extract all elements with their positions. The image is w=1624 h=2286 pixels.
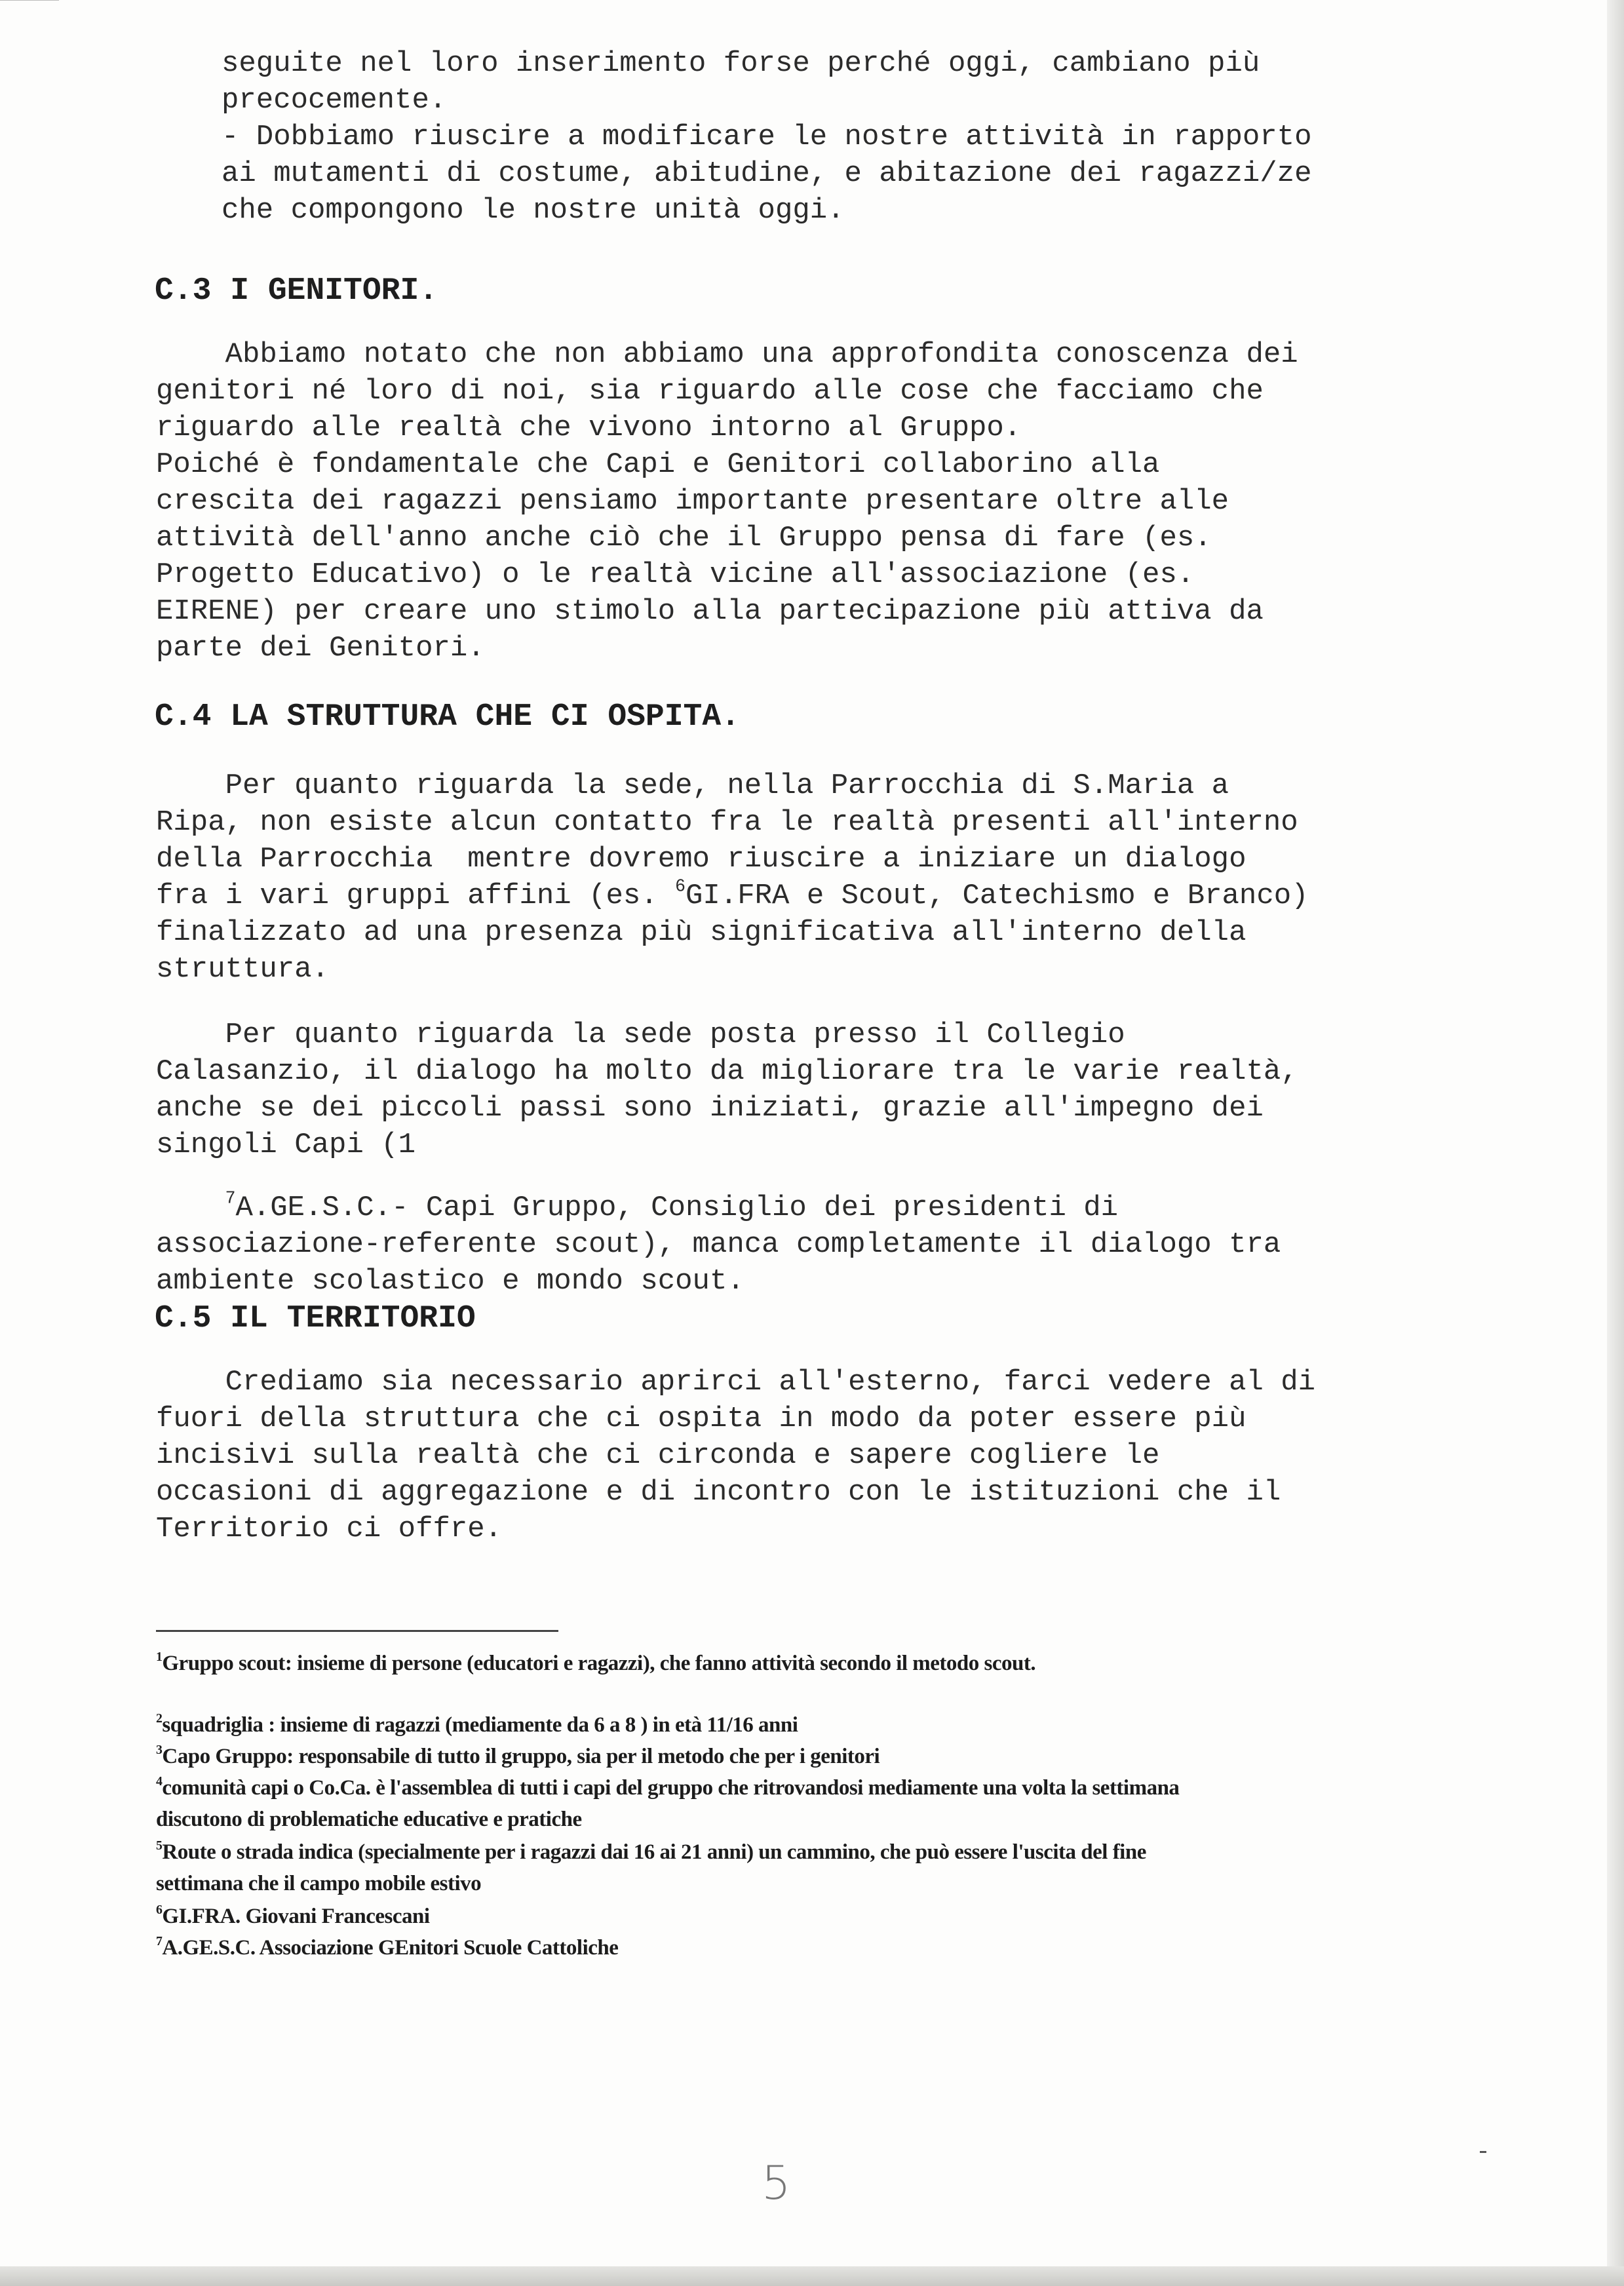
footnote-ref-7: 7 [225, 1188, 236, 1209]
c4-p1-line-5: finalizzato ad una presenza più significativa all'interno della [156, 916, 1247, 949]
footnote-2 [156, 1712, 798, 1738]
intro-line-4: ai mutamenti di costume, abitudine, e abitazione dei ragazzi/ze [222, 157, 1312, 190]
intro-line-2: precocemente. [222, 84, 447, 117]
c4-p2-line-4: singoli Capi (1 [156, 1129, 416, 1161]
scan-speck [1480, 2151, 1486, 2153]
footnote-1-number: 1 [156, 1650, 163, 1665]
footnote-3-number: 3 [156, 1743, 163, 1758]
c3-line-3: riguardo alle realtà che vivono intorno al Gruppo. [156, 412, 1022, 444]
page-number: 5 [762, 2156, 791, 2210]
c5-line-1: Crediamo sia necessario aprirci all'esterno, farci vedere al di [156, 1366, 1316, 1399]
c4-p1-line-3: della Parrocchia mentre dovremo riuscire a iniziare un dialogo [156, 843, 1247, 876]
c3-line-8: EIRENE) per creare uno stimolo alla partecipazione più attiva da [156, 595, 1264, 628]
footnote-1-text: Gruppo scout: insieme di persone (educatori e ragazzi), che fanno attività secondo il metodo scout. [162, 1652, 1036, 1675]
footnote-4-number: 4 [156, 1774, 163, 1789]
footnote-5 [156, 1839, 1146, 1865]
c4-p3-indent [156, 1191, 225, 1224]
c4-p1-line-6: struttura. [156, 953, 330, 986]
section-heading-c3: C.3 I GENITORI. [155, 273, 438, 309]
c3-line-6: attività dell'anno anche ciò che il Gruppo pensa di fare (es. [156, 522, 1212, 554]
footnote-7 [156, 1935, 618, 1961]
section-heading-c4: C.4 LA STRUTTURA CHE CI OSPITA. [155, 699, 740, 735]
c4-p1-line-4a: fra i vari gruppi affini (es. [156, 880, 676, 912]
c3-line-4: Poiché è fondamentale che Capi e Genitori collaborino alla [156, 448, 1160, 481]
footnote-7-number: 7 [156, 1934, 163, 1949]
footnote-3 [156, 1743, 880, 1770]
intro-line-1: seguite nel loro inserimento forse perché oggi, cambiano più [222, 47, 1260, 80]
c3-line-7: Progetto Educativo) o le realtà vicine all'associazione (es. [156, 558, 1195, 591]
intro-line-5: che compongono le nostre unità oggi. [222, 194, 845, 227]
footnote-2-number: 2 [156, 1711, 163, 1726]
c3-line-1: Abbiamo notato che non abbiamo una approfondita conoscenza dei [156, 338, 1298, 371]
c5-line-5: Territorio ci offre. [156, 1513, 503, 1545]
c4-p3-line-2: associazione-referente scout), manca completamente il dialogo tra [156, 1228, 1281, 1261]
c4-p1-line-2: Ripa, non esiste alcun contatto fra le realtà presenti all'interno [156, 806, 1298, 839]
page-corner-fold [0, 0, 59, 13]
c5-line-3: incisivi sulla realtà che ci circonda e sapere cogliere le [156, 1439, 1160, 1472]
footnote-5-number: 5 [156, 1838, 163, 1853]
page-edge-bottom [0, 2266, 1624, 2286]
c4-p1-line-1: Per quanto riguarda la sede, nella Parrocchia di S.Maria a [156, 769, 1229, 802]
footnote-4-continuation: discutono di problematiche educative e pratiche [156, 1808, 582, 1831]
footnote-6-text: GI.FRA. Giovani Francescani [162, 1905, 430, 1928]
c3-line-5: crescita dei ragazzi pensiamo importante presentare oltre alle [156, 485, 1229, 518]
footnote-5-continuation: settimana che il campo mobile estivo [156, 1872, 482, 1895]
intro-line-3: - Dobbiamo riuscire a modificare le nostre attività in rapporto [222, 121, 1312, 153]
footnote-6 [156, 1903, 430, 1929]
footnote-3-text: Capo Gruppo: responsabile di tutto il gruppo, sia per il metodo che per i genitori [162, 1745, 880, 1768]
c4-p2-line-2: Calasanzio, il dialogo ha molto da migliorare tra le varie realtà, [156, 1055, 1298, 1088]
section-heading-c5: C.5 IL TERRITORIO [155, 1301, 476, 1336]
c4-p3-line-1 [156, 1190, 1118, 1226]
page-edge-right [1607, 0, 1624, 2286]
c5-line-4: occasioni di aggregazione e di incontro con le istituzioni che il [156, 1476, 1281, 1509]
footnote-4 [156, 1775, 1179, 1801]
footnote-4-text: comunità capi o Co.Ca. è l'assemblea di tutti i capi del gruppo che ritrovandosi mediamente una volta la settimana [162, 1776, 1180, 1800]
c4-p2-line-3: anche se dei piccoli passi sono iniziati, grazie all'impegno dei [156, 1092, 1264, 1125]
footnote-2-text: squadriglia : insieme di ragazzi (mediamente da 6 a 8 ) in età 11/16 anni [162, 1713, 798, 1737]
footnote-separator [156, 1630, 558, 1632]
c3-line-9: parte dei Genitori. [156, 632, 485, 665]
footnote-ref-6: 6 [675, 876, 686, 897]
c4-p2-line-1: Per quanto riguarda la sede posta presso il Collegio [156, 1018, 1125, 1051]
footnote-6-number: 6 [156, 1903, 163, 1918]
c4-p1-line-4b: GI.FRA e Scout, Catechismo e Branco) [685, 880, 1309, 912]
footnote-7-text: A.GE.S.C. Associazione GEnitori Scuole Cattoliche [162, 1936, 619, 1960]
footnote-1 [156, 1650, 1035, 1676]
c4-p3-line-1b: A.GE.S.C.- Capi Gruppo, Consiglio dei presidenti di [235, 1191, 1119, 1224]
c3-line-2: genitori né loro di noi, sia riguardo alle cose che facciamo che [156, 375, 1264, 408]
c4-p1-line-4 [156, 878, 1309, 914]
c4-p3-line-3: ambiente scolastico e mondo scout. [156, 1265, 744, 1298]
footnote-5-text: Route o strada indica (specialmente per i ragazzi dai 16 ai 21 anni) un cammino, che può essere l'uscita del fine [162, 1840, 1146, 1864]
c5-line-2: fuori della struttura che ci ospita in modo da poter essere più [156, 1403, 1247, 1435]
